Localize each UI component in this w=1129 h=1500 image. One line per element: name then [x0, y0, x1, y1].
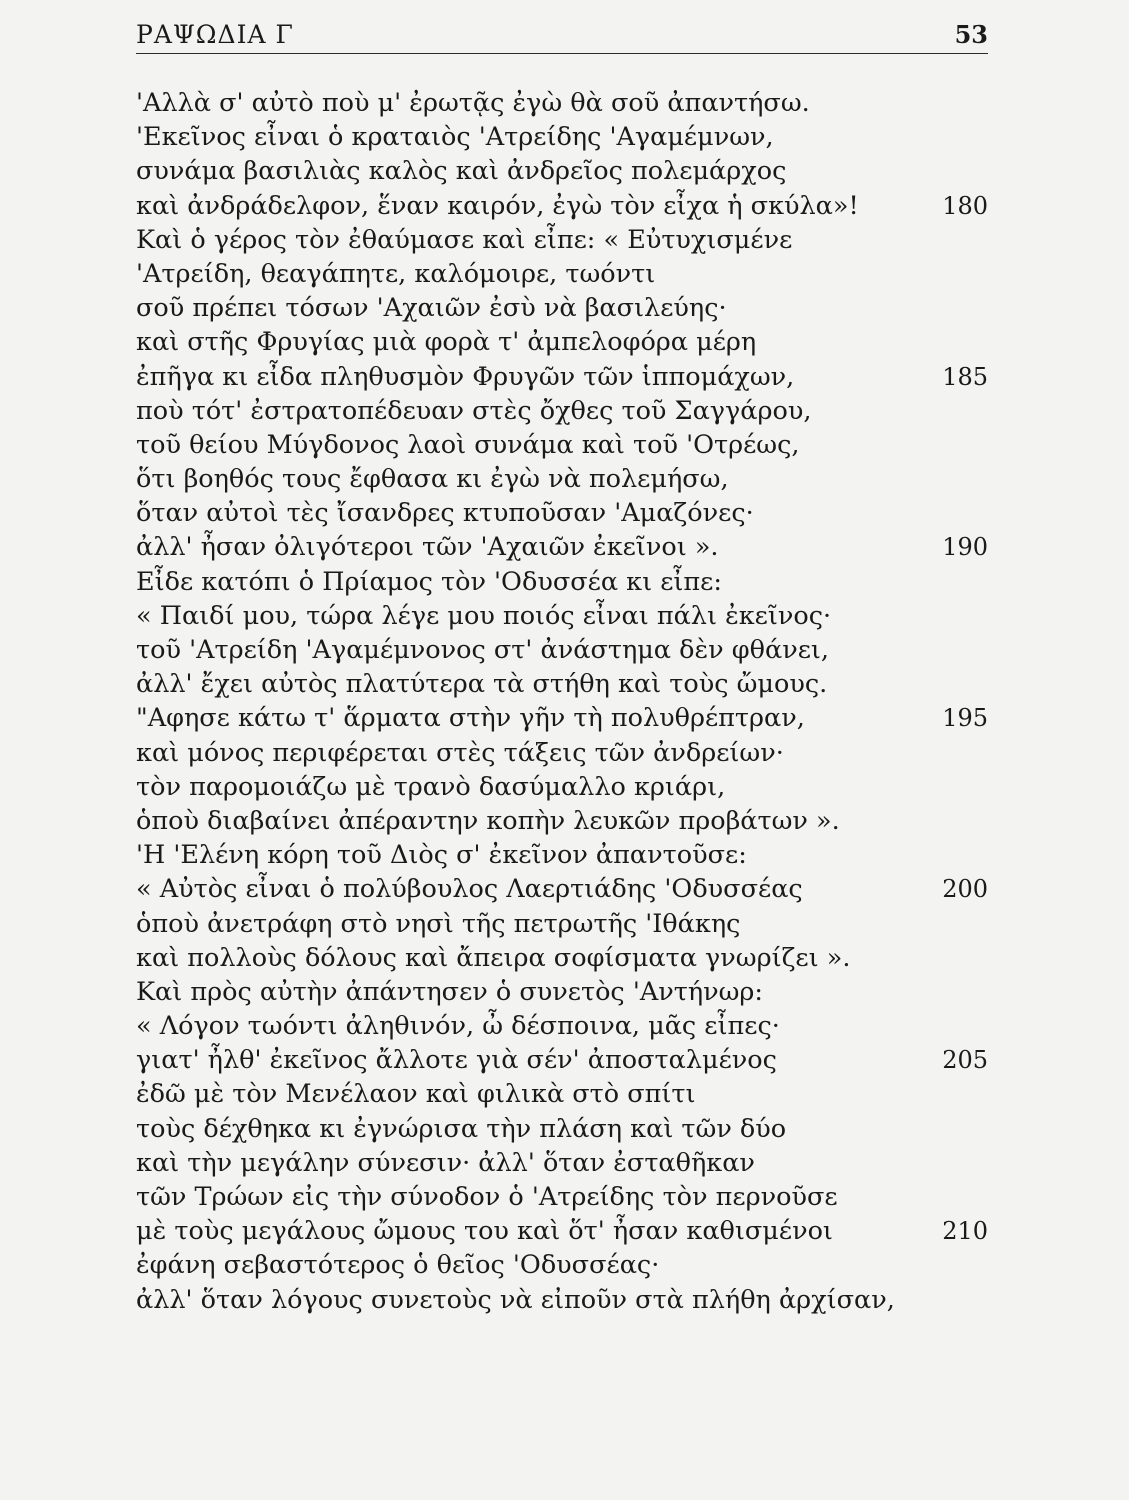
- verse-line: [136, 1214, 988, 1248]
- verse-text: γιατ' ἦλθ' ἐκεῖνος ἄλλοτε γιὰ σέν' ἀποσταλμένος: [136, 1045, 777, 1076]
- verse-text: ἀλλ' ἔχει αὐτὸς πλατύτερα τὰ στήθη καὶ τοὺς ὤμους.: [136, 669, 828, 700]
- verse-line: [136, 1146, 988, 1180]
- verse-line: [136, 872, 988, 906]
- line-number: 210: [942, 1217, 988, 1246]
- verse-line: [136, 701, 988, 735]
- verse-text: ὅταν αὐτοὶ τὲς ἴσανδρες κτυποῦσαν 'Αμαζόνες·: [136, 498, 754, 529]
- verse-line: [136, 1043, 988, 1077]
- verse-text: ἀλλ' ἦσαν ὀλιγότεροι τῶν 'Αχαιῶν ἐκεῖνοι ».: [136, 532, 719, 563]
- verse-line: [136, 565, 988, 599]
- verse-line: [136, 975, 988, 1009]
- verse-text: τοῦ 'Ατρείδη 'Αγαμέμνονος στ' ἀνάστημα δὲν φθάνει,: [136, 635, 830, 665]
- verse-text: μὲ τοὺς μεγάλους ὤμους του καὶ ὅτ' ἦσαν καθισμένοι: [136, 1216, 833, 1247]
- verse-line: [136, 1248, 988, 1282]
- verse-text: 'Εκεῖνος εἶναι ὁ κραταιὸς 'Ατρείδης 'Αγαμέμνων,: [136, 122, 774, 153]
- verse-line: [136, 1283, 988, 1317]
- verse-text: ἀλλ' ὅταν λόγους συνετοὺς νὰ εἰποῦν στὰ πλήθη ἀρχίσαν,: [136, 1284, 895, 1315]
- verse-line: [136, 223, 988, 257]
- verse-line: [136, 530, 988, 564]
- verse-text: ποὺ τότ' ἐστρατοπέδευαν στὲς ὄχθες τοῦ Σαγγάρου,: [136, 395, 812, 426]
- verse-line: [136, 1009, 988, 1043]
- verse-line: [136, 941, 988, 975]
- verse-text: καὶ ἀνδράδελφον, ἕναν καιρόν, ἐγὼ τὸν εἶχα ἡ σκύλα»!: [136, 190, 859, 221]
- running-title: ΡΑΨΩΔΙΑ Γ: [136, 20, 294, 49]
- verse-line: [136, 1077, 988, 1111]
- verse-text: καὶ τὴν μεγάλην σύνεσιν· ἀλλ' ὅταν ἐσταθῆκαν: [136, 1147, 755, 1178]
- verse-text: ὁποὺ διαβαίνει ἀπέραντην κοπὴν λευκῶν προβάτων ».: [136, 805, 840, 836]
- verse-line: [136, 120, 988, 154]
- poem-body: [136, 86, 988, 1317]
- verse-line: [136, 394, 988, 428]
- verse-text: Καὶ πρὸς αὐτὴν ἀπάντησεν ὁ συνετὸς 'Αντήνωρ:: [136, 976, 764, 1007]
- verse-line: [136, 496, 988, 530]
- verse-line: [136, 599, 988, 633]
- verse-text: καὶ μόνος περιφέρεται στὲς τάξεις τῶν ἀνδρείων·: [136, 737, 784, 768]
- verse-line: [136, 86, 988, 120]
- verse-text: « Παιδί μου, τώρα λέγε μου ποιός εἶναι πάλι ἐκεῖνος·: [136, 600, 832, 631]
- verse-line: [136, 291, 988, 325]
- verse-text: 'Ατρείδη, θεαγάπητε, καλόμοιρε, τωόντι: [136, 258, 656, 289]
- verse-text: τὸν παρομοιάζω μὲ τρανὸ δασύμαλλο κριάρι,: [136, 771, 726, 802]
- verse-text: ἐφάνη σεβαστότερος ὁ θεῖος 'Οδυσσέας·: [136, 1250, 660, 1281]
- line-number: 190: [942, 533, 988, 562]
- verse-line: [136, 907, 988, 941]
- verse-text: σοῦ πρέπει τόσων 'Αχαιῶν ἐσὺ νὰ βασιλεύης·: [136, 293, 727, 324]
- verse-line: [136, 770, 988, 804]
- verse-text: τῶν Τρώων εἰς τὴν σύνοδον ὁ 'Ατρείδης τὸν περνοῦσε: [136, 1182, 838, 1212]
- line-number: 185: [942, 362, 988, 391]
- page-number: 53: [954, 20, 988, 49]
- verse-text: συνάμα βασιλιὰς καλὸς καὶ ἀνδρεῖος πολεμάρχος: [136, 156, 787, 187]
- verse-line: [136, 633, 988, 667]
- verse-text: ἐδῶ μὲ τὸν Μενέλαον καὶ φιλικὰ στὸ σπίτι: [136, 1079, 696, 1110]
- verse-line: [136, 257, 988, 291]
- verse-text: καὶ στῆς Φρυγίας μιὰ φορὰ τ' ἀμπελοφόρα μέρη: [136, 327, 757, 358]
- verse-line: [136, 1112, 988, 1146]
- line-number: 205: [942, 1046, 988, 1075]
- verse-text: Εἶδε κατόπι ὁ Πρίαμος τὸν 'Οδυσσέα κι εἶπε:: [136, 566, 722, 597]
- page-header: [136, 14, 988, 54]
- verse-text: "Αφησε κάτω τ' ἅρματα στὴν γῆν τὴ πολυθρέπτραν,: [136, 703, 805, 734]
- verse-text: « Αὐτὸς εἶναι ὁ πολύβουλος Λαερτιάδης 'Οδυσσέας: [136, 874, 803, 905]
- verse-text: ὅτι βοηθός τους ἔφθασα κι ἐγὼ νὰ πολεμήσω,: [136, 464, 729, 495]
- verse-line: [136, 804, 988, 838]
- verse-line: [136, 428, 988, 462]
- verse-line: [136, 189, 988, 223]
- verse-line: [136, 154, 988, 188]
- verse-text: 'Η 'Ελένη κόρη τοῦ Διὸς σ' ἐκεῖνον ἀπαντοῦσε:: [136, 840, 747, 871]
- verse-line: [136, 462, 988, 496]
- verse-text: 'Αλλὰ σ' αὐτὸ ποὺ μ' ἐρωτᾷς ἐγὼ θὰ σοῦ ἀπαντήσω.: [136, 88, 810, 118]
- verse-text: « Λόγον τωόντι ἀληθινόν, ὦ δέσποινα, μᾶς εἶπες·: [136, 1011, 780, 1042]
- verse-line: [136, 838, 988, 872]
- line-number: 200: [942, 875, 988, 904]
- verse-text: τοὺς δέχθηκα κι ἐγνώρισα τὴν πλάση καὶ τῶν δύο: [136, 1113, 787, 1144]
- verse-text: ὁποὺ ἀνετράφη στὸ νησὶ τῆς πετρωτῆς 'Ιθάκης: [136, 908, 741, 939]
- line-number: 195: [942, 704, 988, 733]
- verse-text: καὶ πολλοὺς δόλους καὶ ἄπειρα σοφίσματα γνωρίζει ».: [136, 942, 851, 973]
- verse-text: ἐπῆγα κι εἶδα πληθυσμὸν Φρυγῶν τῶν ἱππομάχων,: [136, 361, 795, 392]
- header-rule: [136, 53, 988, 54]
- verse-line: [136, 667, 988, 701]
- line-number: 180: [942, 191, 988, 220]
- verse-text: Καὶ ὁ γέρος τὸν ἐθαύμασε καὶ εἶπε: « Εὐτυχισμένε: [136, 224, 793, 255]
- verse-line: [136, 1180, 988, 1214]
- verse-line: [136, 325, 988, 359]
- verse-text: τοῦ θείου Μύγδονος λαοὶ συνάμα καὶ τοῦ 'Οτρέως,: [136, 429, 800, 460]
- verse-line: [136, 736, 988, 770]
- verse-line: [136, 360, 988, 394]
